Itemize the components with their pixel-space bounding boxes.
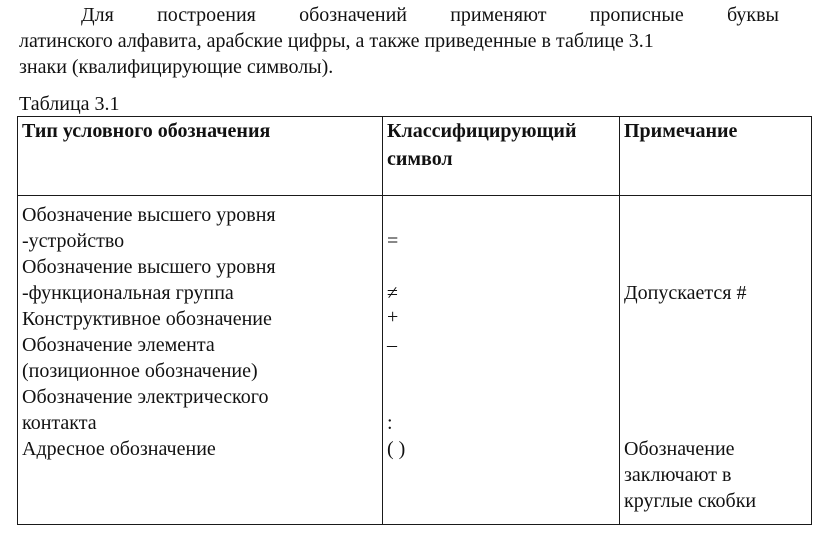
type-line: (позиционное обозначение) bbox=[22, 360, 258, 382]
symbol: : bbox=[387, 412, 393, 434]
intro-paragraph bbox=[19, 2, 779, 80]
intro-line-3: знаки (квалифицирующие символы). bbox=[19, 56, 334, 78]
type-line: Обозначение высшего уровня bbox=[22, 204, 276, 226]
header-symbol: Классифицирующий символ bbox=[383, 117, 620, 196]
symbol: ≠ bbox=[387, 282, 398, 304]
header-type: Тип условного обозначения bbox=[18, 117, 383, 196]
table-body-row bbox=[18, 196, 812, 525]
note-line: Допускается # bbox=[624, 282, 747, 304]
table-header-row bbox=[18, 117, 812, 196]
note-cell bbox=[620, 196, 812, 525]
type-line: Адресное обозначение bbox=[22, 438, 216, 460]
type-line: Обозначение элемента bbox=[22, 334, 215, 356]
header-note: Примечание bbox=[620, 117, 812, 196]
table-caption: Таблица 3.1 bbox=[19, 93, 120, 115]
note-line: заключают в bbox=[624, 464, 732, 486]
type-cell bbox=[18, 196, 383, 525]
note-line: Обозначение bbox=[624, 438, 735, 460]
type-line: Обозначение высшего уровня bbox=[22, 256, 276, 278]
intro-line-1: Для построения обозначений применяют прописные буквы bbox=[81, 4, 779, 26]
symbol: ( ) bbox=[387, 438, 406, 460]
type-line: Обозначение электрического bbox=[22, 386, 269, 408]
symbol-cell bbox=[383, 196, 620, 525]
symbol: = bbox=[387, 230, 399, 252]
type-line: -устройство bbox=[22, 230, 125, 252]
symbol: + bbox=[387, 306, 399, 328]
type-line: контакта bbox=[22, 412, 97, 434]
symbol: – bbox=[387, 334, 397, 356]
type-line: Конструктивное обозначение bbox=[22, 308, 272, 330]
note-line: круглые скобки bbox=[624, 490, 757, 512]
type-line: -функциональная группа bbox=[22, 282, 234, 304]
intro-line-2: латинского алфавита, арабские цифры, а также приведенные в таблице 3.1 bbox=[19, 30, 654, 52]
symbols-table bbox=[17, 116, 812, 525]
